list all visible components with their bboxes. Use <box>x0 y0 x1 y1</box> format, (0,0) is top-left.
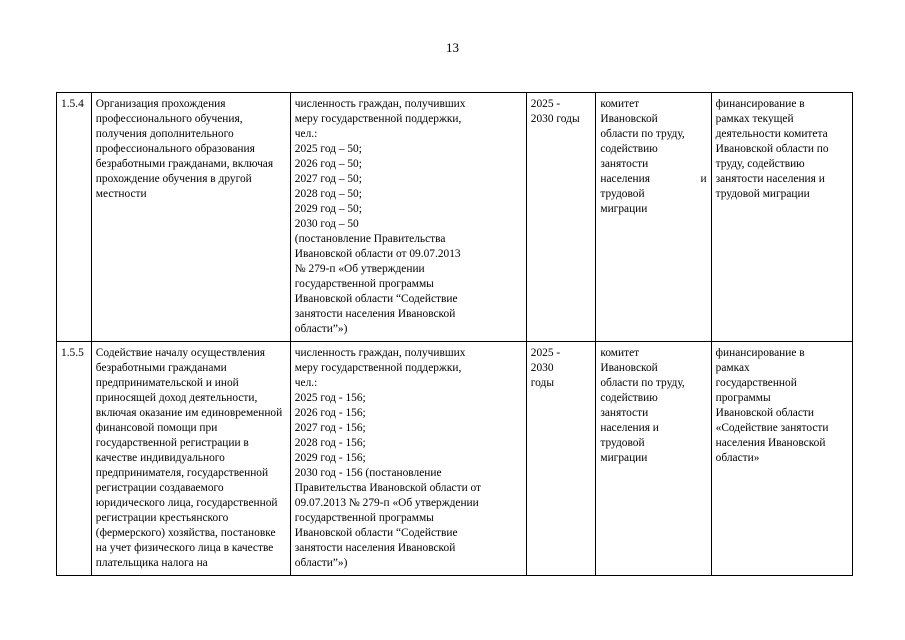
text-line: Организация прохождения <box>95 98 226 110</box>
text-line: (фермерского) хозяйства, постановке <box>95 527 276 539</box>
text-line: профессионального обучения, <box>95 113 243 125</box>
text-line: 2026 год – 50; <box>294 158 362 170</box>
text-line: Ивановской области <box>715 407 814 419</box>
text-line: 2030 год - 156 (постановление <box>294 467 442 479</box>
text-line: профессионального образования <box>95 143 255 155</box>
activities-table <box>56 92 853 576</box>
item-number-cell: 1.5.5 <box>57 342 92 576</box>
text-line: 2029 год – 50; <box>294 203 362 215</box>
text-line: 09.07.2013 № 279-п «Об утверждении <box>294 497 479 509</box>
text-line: населения и <box>600 422 659 434</box>
text-line: занятости населения Ивановской <box>294 308 456 320</box>
text-line: Ивановской <box>600 113 658 125</box>
text-line: 2025 год – 50; <box>294 143 362 155</box>
text-line: 2028 год – 50; <box>294 188 362 200</box>
text-line <box>600 172 706 187</box>
text-line: (постановление Правительства <box>294 233 446 245</box>
text-line: области”») <box>294 557 348 569</box>
text-line: предпринимателя, государственной <box>95 467 269 479</box>
text-line: чел.: <box>294 377 318 389</box>
text-line: трудовой <box>600 188 645 200</box>
text-line: области”») <box>294 323 348 335</box>
financing-cell <box>711 342 852 576</box>
financing-cell <box>711 93 852 342</box>
text-line: финансирование в <box>715 347 805 359</box>
text-line: регистрации создаваемого <box>95 482 224 494</box>
text-line: плательщика налога на <box>95 557 208 569</box>
text-line: занятости населения и <box>715 173 825 185</box>
text-fragment: и <box>700 173 707 185</box>
text-line: Содействие началу осуществления <box>95 347 266 359</box>
text-line: на учет физического лица в качестве <box>95 542 274 554</box>
text-line: труду, содействию <box>715 158 805 170</box>
text-line: Ивановской области “Содействие <box>294 527 458 539</box>
text-line: годы <box>530 377 554 389</box>
text-line: местности <box>95 188 147 200</box>
term-cell <box>526 342 596 576</box>
text-line: 2030 год – 50 <box>294 218 359 230</box>
text-line: чел.: <box>294 128 318 140</box>
text-line: финансирование в <box>715 98 805 110</box>
text-line: занятости <box>600 158 649 170</box>
text-line: Ивановской области от 09.07.2013 <box>294 248 461 260</box>
text-line: комитет <box>600 347 640 359</box>
item-number-cell: 1.5.4 <box>57 93 92 342</box>
text-line: включая оказание им единовременной <box>95 407 283 419</box>
text-line: Ивановской области по <box>715 143 829 155</box>
text-line: 2029 год - 156; <box>294 452 366 464</box>
text-line: миграции <box>600 452 648 464</box>
text-line: комитет <box>600 98 640 110</box>
text-line: занятости <box>600 407 649 419</box>
text-line: Правительства Ивановской области от <box>294 482 482 494</box>
text-line: финансовой помощи при <box>95 422 218 434</box>
text-line: трудовой <box>600 437 645 449</box>
table-body <box>57 93 853 576</box>
text-line: меру государственной поддержки, <box>294 362 462 374</box>
text-line: деятельности комитета <box>715 128 828 140</box>
text-line: занятости населения Ивановской <box>294 542 456 554</box>
table-row <box>57 93 853 342</box>
text-line: трудовой миграции <box>715 188 810 200</box>
text-line: приносящей доход деятельности, <box>95 392 258 404</box>
text-line: безработными гражданами <box>95 362 227 374</box>
text-line: области» <box>715 452 760 464</box>
text-line: 2030 годы <box>530 113 580 125</box>
text-line: области по труду, <box>600 377 685 389</box>
page-number: 13 <box>446 40 459 55</box>
text-line: 2026 год - 156; <box>294 407 366 419</box>
text-line: программы <box>715 392 771 404</box>
term-cell <box>526 93 596 342</box>
text-line: получения дополнительного <box>95 128 234 140</box>
executor-cell <box>596 93 711 342</box>
text-line: 2028 год - 156; <box>294 437 366 449</box>
text-line: прохождение обучения в другой <box>95 173 252 185</box>
text-line: области по труду, <box>600 128 685 140</box>
text-line: 2027 год – 50; <box>294 173 362 185</box>
executor-cell <box>596 342 711 576</box>
text-line: 2030 <box>530 362 554 374</box>
text-line: государственной программы <box>294 512 434 524</box>
text-line: государственной программы <box>294 278 434 290</box>
text-line: содействию <box>600 392 658 404</box>
text-line: юридического лица, государственной <box>95 497 278 509</box>
text-line: регистрации крестьянского <box>95 512 229 524</box>
text-line: рамках <box>715 362 750 374</box>
indicator-cell <box>290 342 526 576</box>
table-row <box>57 342 853 576</box>
text-line: № 279-п «Об утверждении <box>294 263 425 275</box>
activity-name-cell <box>91 93 290 342</box>
text-line: Ивановской <box>600 362 658 374</box>
text-line: 2025 - <box>530 347 561 359</box>
text-line: «Содействие занятости <box>715 422 829 434</box>
text-line: безработными гражданами, включая <box>95 158 274 170</box>
text-line: 2025 - <box>530 98 561 110</box>
text-line: численность граждан, получивших <box>294 347 466 359</box>
text-line: рамках текущей <box>715 113 794 125</box>
indicator-cell <box>290 93 526 342</box>
text-line: миграции <box>600 203 648 215</box>
text-line: содействию <box>600 143 658 155</box>
text-fragment: населения <box>600 173 650 185</box>
text-line: государственной регистрации в <box>95 437 249 449</box>
text-line: 2027 год - 156; <box>294 422 366 434</box>
text-line: предпринимательской и иной <box>95 377 239 389</box>
text-line: государственной <box>715 377 797 389</box>
text-line: Ивановской области “Содействие <box>294 293 458 305</box>
text-line: качестве индивидуального <box>95 452 225 464</box>
activity-name-cell <box>91 342 290 576</box>
text-line: численность граждан, получивших <box>294 98 466 110</box>
text-line: населения Ивановской <box>715 437 826 449</box>
text-line: меру государственной поддержки, <box>294 113 462 125</box>
text-line: 2025 год - 156; <box>294 392 366 404</box>
